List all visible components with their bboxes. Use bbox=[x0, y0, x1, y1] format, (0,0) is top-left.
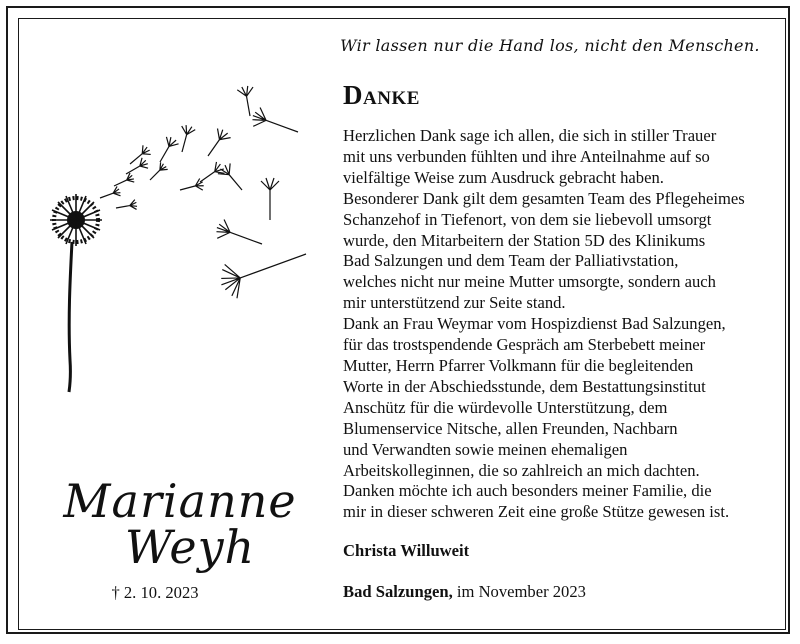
text-line: Mutter, Herrn Pfarrer Volkmann für die begleitenden bbox=[343, 355, 694, 375]
text-line: Blumenservice Nitsche, allen Freunden, Nachbarn bbox=[343, 418, 678, 438]
text-line: mit uns verbunden fühlten und ihre Anteilnahme auf so bbox=[343, 146, 710, 166]
seed bbox=[237, 85, 258, 117]
seed bbox=[178, 178, 204, 196]
seed bbox=[261, 178, 279, 220]
date-text: im November 2023 bbox=[456, 582, 586, 601]
seed bbox=[98, 186, 121, 203]
text-line: Dank an Frau Weymar vom Hospizdienst Bad Salzungen, bbox=[343, 314, 726, 334]
seed bbox=[213, 218, 265, 253]
dandelion-illustration bbox=[30, 70, 330, 410]
seed bbox=[249, 106, 301, 141]
place-date bbox=[343, 582, 586, 602]
seed bbox=[146, 162, 168, 184]
text-line: mir unterstützend zur Seite stand. bbox=[343, 293, 566, 313]
seed bbox=[126, 144, 152, 169]
heading: Danke bbox=[343, 80, 420, 110]
deceased-first-name: Marianne bbox=[63, 474, 297, 528]
text-line: Danken möchte ich auch besonders meiner Familie, die bbox=[343, 481, 712, 501]
seed bbox=[115, 199, 137, 212]
text-line: mir in dieser schweren Zeit eine große Stütze gewesen ist. bbox=[343, 502, 730, 522]
text-line: und Verwandten sowie meinen ehemaligen bbox=[343, 439, 628, 459]
seed bbox=[201, 127, 231, 161]
place: Bad Salzungen, bbox=[343, 582, 453, 601]
text-line: Arbeitskolleginnen, die so zahlreich an mich dachten. bbox=[343, 460, 700, 480]
thanks-text bbox=[343, 126, 768, 523]
dandelion-head bbox=[50, 194, 102, 246]
text-line: Herzlichen Dank sage ich allen, die sich in stiller Trauer bbox=[343, 126, 717, 145]
dandelion-stem bbox=[69, 242, 72, 392]
text-line: für das trostspendende Gespräch am Sterbebett meiner bbox=[343, 335, 706, 355]
seed bbox=[123, 157, 150, 179]
text-line: vielfältige Weise zum Ausdruck gebracht haben. bbox=[343, 167, 664, 187]
text-line: welches nicht nur meine Mutter umsorgte, sondern auch bbox=[343, 272, 716, 292]
seed bbox=[154, 135, 180, 165]
text-line: Bad Salzungen und dem Team der Palliativstation, bbox=[343, 251, 679, 271]
seed bbox=[175, 124, 196, 154]
motto: Wir lassen nur die Hand los, nicht den Menschen. bbox=[340, 36, 760, 55]
seed bbox=[112, 173, 135, 191]
text-line: Schanzehof in Tiefenort, von dem sie liebevoll umsorgt bbox=[343, 209, 712, 229]
text-line: wurde, den Mitarbeitern der Station 5D des Klinikums bbox=[343, 230, 706, 250]
death-date: † 2. 10. 2023 bbox=[111, 583, 199, 602]
deceased-last-name: Weyh bbox=[124, 520, 256, 574]
seed bbox=[217, 162, 249, 195]
text-line: Worte in der Abschiedsstunde, dem Bestattungsinstitut bbox=[343, 376, 706, 396]
seed bbox=[215, 237, 312, 302]
signature: Christa Willuweit bbox=[343, 541, 470, 560]
text-line: Anschütz für die würdevolle Unterstützung, dem bbox=[343, 397, 668, 417]
text-line: Besonderer Dank gilt dem gesamten Team des Pflegeheimes bbox=[343, 188, 745, 208]
